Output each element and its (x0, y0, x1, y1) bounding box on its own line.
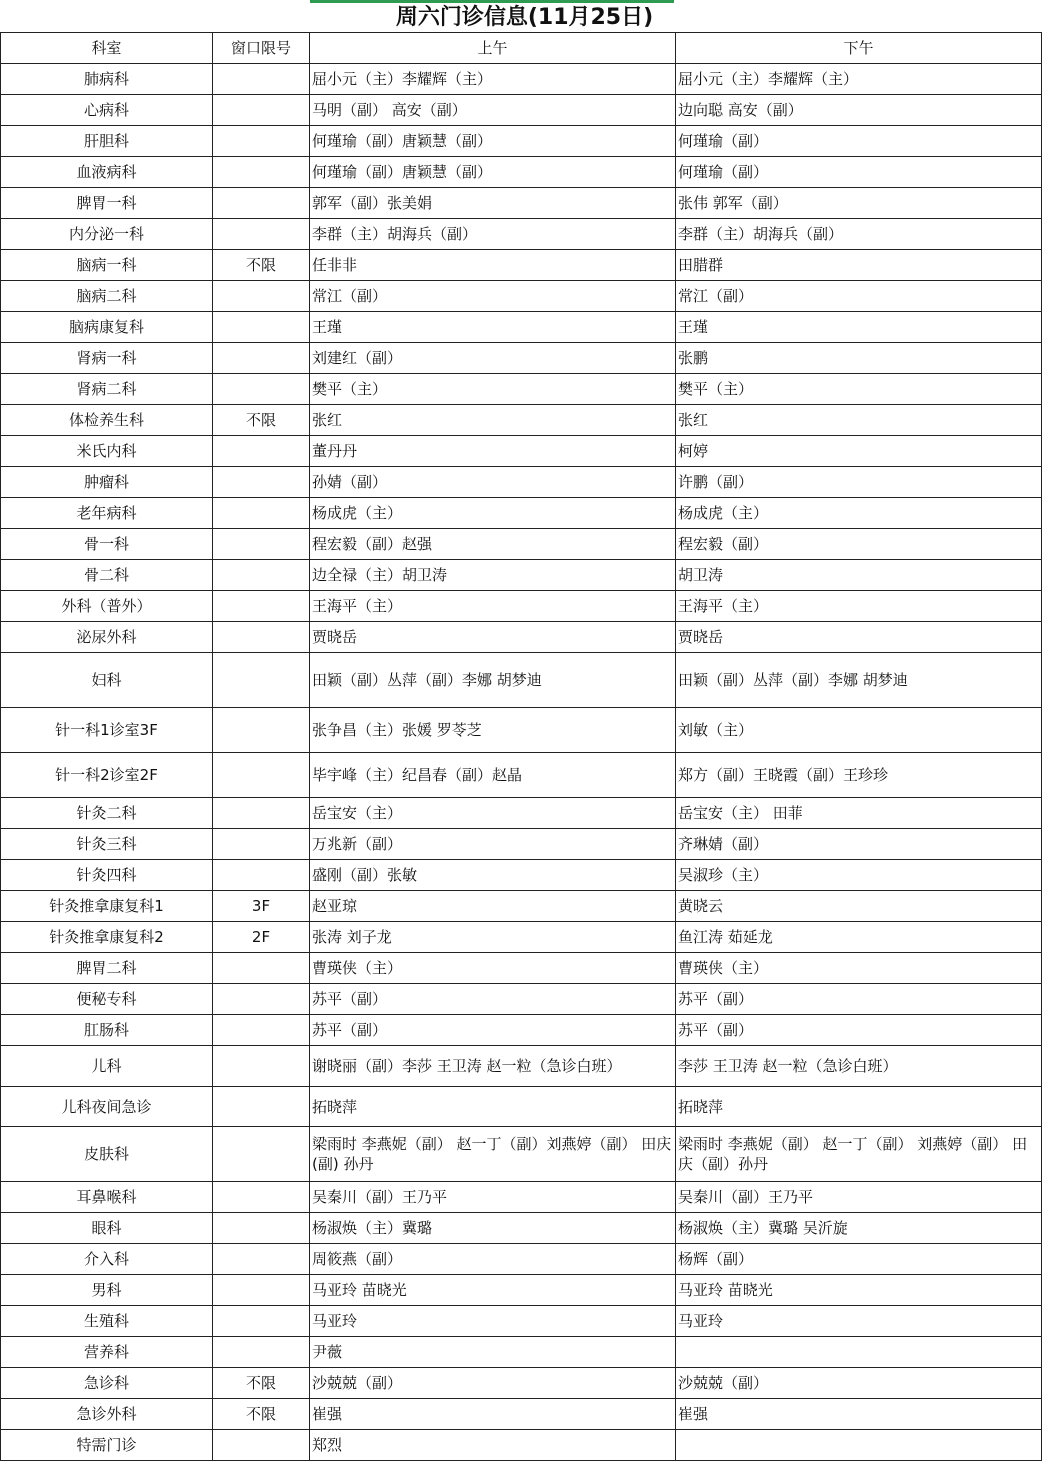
morning-cell: 何瑾瑜（副）唐颖慧（副） (310, 157, 676, 188)
table-row (1, 467, 1042, 498)
morning-cell: 任非非 (310, 250, 676, 281)
table-row (1, 1087, 1042, 1127)
window-limit-cell (213, 467, 310, 498)
morning-cell: 崔强 (310, 1399, 676, 1430)
department-cell: 肾病一科 (1, 343, 213, 374)
header-department: 科室 (1, 33, 213, 64)
afternoon-cell: 郑方（副）王晓霞（副）王珍珍 (676, 753, 1042, 798)
table-row (1, 1127, 1042, 1182)
afternoon-cell: 崔强 (676, 1399, 1042, 1430)
department-cell: 男科 (1, 1275, 213, 1306)
department-cell: 泌尿外科 (1, 622, 213, 653)
afternoon-cell: 岳宝安（主） 田菲 (676, 798, 1042, 829)
table-row (1, 1015, 1042, 1046)
window-limit-cell (213, 529, 310, 560)
window-limit-cell (213, 126, 310, 157)
morning-cell: 孙婧（副） (310, 467, 676, 498)
table-row (1, 95, 1042, 126)
morning-cell: 贾晓岳 (310, 622, 676, 653)
morning-cell: 董丹丹 (310, 436, 676, 467)
table-row (1, 860, 1042, 891)
window-limit-cell (213, 653, 310, 708)
table-row (1, 219, 1042, 250)
afternoon-cell: 吴秦川（副）王乃平 (676, 1182, 1042, 1213)
department-cell: 眼科 (1, 1213, 213, 1244)
header-window-limit: 窗口限号 (213, 33, 310, 64)
department-cell: 脑病康复科 (1, 312, 213, 343)
window-limit-cell (213, 1275, 310, 1306)
window-limit-cell (213, 560, 310, 591)
afternoon-cell: 许鹏（副） (676, 467, 1042, 498)
morning-cell: 张争昌（主）张媛 罗苓芝 (310, 708, 676, 753)
department-cell: 针灸推拿康复科1 (1, 891, 213, 922)
morning-cell: 沙兢兢（副） (310, 1368, 676, 1399)
table-row (1, 312, 1042, 343)
window-limit-cell (213, 953, 310, 984)
table-row (1, 1275, 1042, 1306)
afternoon-cell: 常江（副） (676, 281, 1042, 312)
afternoon-cell: 胡卫涛 (676, 560, 1042, 591)
afternoon-cell: 田腊群 (676, 250, 1042, 281)
table-row (1, 157, 1042, 188)
table-row (1, 560, 1042, 591)
morning-cell: 何瑾瑜（副）唐颖慧（副） (310, 126, 676, 157)
table-row (1, 753, 1042, 798)
afternoon-cell: 李莎 王卫涛 赵一粒（急诊白班） (676, 1046, 1042, 1087)
window-limit-cell (213, 64, 310, 95)
window-limit-cell (213, 860, 310, 891)
window-limit-cell (213, 1213, 310, 1244)
afternoon-cell: 王海平（主） (676, 591, 1042, 622)
afternoon-cell: 鱼江涛 茹延龙 (676, 922, 1042, 953)
table-row (1, 798, 1042, 829)
afternoon-cell: 柯婷 (676, 436, 1042, 467)
window-limit-cell (213, 829, 310, 860)
afternoon-cell (676, 1337, 1042, 1368)
morning-cell: 马明（副） 高安（副） (310, 95, 676, 126)
department-cell: 儿科 (1, 1046, 213, 1087)
schedule-rows (1, 64, 1042, 1461)
morning-cell: 盛刚（副）张敏 (310, 860, 676, 891)
department-cell: 肾病二科 (1, 374, 213, 405)
window-limit-cell: 不限 (213, 405, 310, 436)
table-row (1, 64, 1042, 95)
department-cell: 血液病科 (1, 157, 213, 188)
clinic-schedule-table (0, 32, 1042, 1461)
window-limit-cell: 2F (213, 922, 310, 953)
afternoon-cell: 贾晓岳 (676, 622, 1042, 653)
window-limit-cell (213, 798, 310, 829)
morning-cell: 程宏毅（副）赵强 (310, 529, 676, 560)
table-row (1, 343, 1042, 374)
window-limit-cell: 不限 (213, 1368, 310, 1399)
table-row (1, 436, 1042, 467)
afternoon-cell: 张红 (676, 405, 1042, 436)
morning-cell: 李群（主）胡海兵（副） (310, 219, 676, 250)
window-limit-cell (213, 281, 310, 312)
table-row (1, 953, 1042, 984)
afternoon-cell: 何瑾瑜（副） (676, 157, 1042, 188)
window-limit-cell (213, 188, 310, 219)
department-cell: 米氏内科 (1, 436, 213, 467)
morning-cell: 郭军（副）张美娟 (310, 188, 676, 219)
morning-cell: 郑烈 (310, 1430, 676, 1461)
table-row (1, 498, 1042, 529)
department-cell: 针一科1诊室3F (1, 708, 213, 753)
window-limit-cell (213, 1015, 310, 1046)
window-limit-cell (213, 157, 310, 188)
department-cell: 生殖科 (1, 1306, 213, 1337)
table-row (1, 374, 1042, 405)
morning-cell: 杨淑焕（主）冀璐 (310, 1213, 676, 1244)
morning-cell: 屈小元（主）李耀辉（主） (310, 64, 676, 95)
department-cell: 针灸二科 (1, 798, 213, 829)
department-cell: 肿瘤科 (1, 467, 213, 498)
department-cell: 针灸三科 (1, 829, 213, 860)
afternoon-cell: 马亚玲 苗晓光 (676, 1275, 1042, 1306)
table-row (1, 984, 1042, 1015)
afternoon-cell: 马亚玲 (676, 1306, 1042, 1337)
afternoon-cell: 吴淑珍（主） (676, 860, 1042, 891)
afternoon-cell: 屈小元（主）李耀辉（主） (676, 64, 1042, 95)
table-row (1, 1430, 1042, 1461)
window-limit-cell (213, 622, 310, 653)
afternoon-cell: 苏平（副） (676, 984, 1042, 1015)
table-row (1, 653, 1042, 708)
department-cell: 内分泌一科 (1, 219, 213, 250)
afternoon-cell: 张鹏 (676, 343, 1042, 374)
table-row (1, 708, 1042, 753)
morning-cell: 谢晓丽（副）李莎 王卫涛 赵一粒（急诊白班） (310, 1046, 676, 1087)
afternoon-cell: 李群（主）胡海兵（副） (676, 219, 1042, 250)
window-limit-cell (213, 984, 310, 1015)
department-cell: 肝胆科 (1, 126, 213, 157)
department-cell: 皮肤科 (1, 1127, 213, 1182)
morning-cell: 赵亚琼 (310, 891, 676, 922)
department-cell: 肺病科 (1, 64, 213, 95)
table-row (1, 250, 1042, 281)
morning-cell: 张涛 刘子龙 (310, 922, 676, 953)
page-title: 周六门诊信息(11月25日) (395, 5, 654, 30)
department-cell: 老年病科 (1, 498, 213, 529)
morning-cell: 曹瑛侠（主） (310, 953, 676, 984)
table-row (1, 1399, 1042, 1430)
department-cell: 脾胃一科 (1, 188, 213, 219)
afternoon-cell: 刘敏（主） (676, 708, 1042, 753)
department-cell: 急诊科 (1, 1368, 213, 1399)
morning-cell: 万兆新（副） (310, 829, 676, 860)
afternoon-cell: 杨辉（副） (676, 1244, 1042, 1275)
department-cell: 骨一科 (1, 529, 213, 560)
morning-cell: 刘建红（副） (310, 343, 676, 374)
header-row (1, 33, 1042, 64)
department-cell: 脑病二科 (1, 281, 213, 312)
department-cell: 营养科 (1, 1337, 213, 1368)
afternoon-cell: 沙兢兢（副） (676, 1368, 1042, 1399)
window-limit-cell: 不限 (213, 1399, 310, 1430)
window-limit-cell (213, 312, 310, 343)
window-limit-cell (213, 343, 310, 374)
window-limit-cell (213, 436, 310, 467)
window-limit-cell (213, 708, 310, 753)
department-cell: 妇科 (1, 653, 213, 708)
table-row (1, 829, 1042, 860)
morning-cell: 苏平（副） (310, 984, 676, 1015)
afternoon-cell: 曹瑛侠（主） (676, 953, 1042, 984)
window-limit-cell (213, 1182, 310, 1213)
afternoon-cell: 程宏毅（副） (676, 529, 1042, 560)
window-limit-cell (213, 95, 310, 126)
department-cell: 儿科夜间急诊 (1, 1087, 213, 1127)
table-row (1, 891, 1042, 922)
department-cell: 针一科2诊室2F (1, 753, 213, 798)
morning-cell: 王海平（主） (310, 591, 676, 622)
morning-cell: 常江（副） (310, 281, 676, 312)
morning-cell: 毕宇峰（主）纪昌春（副）赵晶 (310, 753, 676, 798)
afternoon-cell: 樊平（主） (676, 374, 1042, 405)
morning-cell: 苏平（副） (310, 1015, 676, 1046)
department-cell: 体检养生科 (1, 405, 213, 436)
window-limit-cell (213, 219, 310, 250)
window-limit-cell (213, 753, 310, 798)
afternoon-cell: 杨成虎（主） (676, 498, 1042, 529)
department-cell: 脑病一科 (1, 250, 213, 281)
morning-cell: 岳宝安（主） (310, 798, 676, 829)
department-cell: 肛肠科 (1, 1015, 213, 1046)
afternoon-cell: 苏平（副） (676, 1015, 1042, 1046)
table-row (1, 281, 1042, 312)
afternoon-cell: 拓晓萍 (676, 1087, 1042, 1127)
header-afternoon: 下午 (676, 33, 1042, 64)
table-row (1, 1337, 1042, 1368)
department-cell: 耳鼻喉科 (1, 1182, 213, 1213)
window-limit-cell: 3F (213, 891, 310, 922)
morning-cell: 马亚玲 苗晓光 (310, 1275, 676, 1306)
table-row (1, 405, 1042, 436)
window-limit-cell (213, 591, 310, 622)
header-morning: 上午 (310, 33, 676, 64)
morning-cell: 边全禄（主）胡卫涛 (310, 560, 676, 591)
afternoon-cell: 梁雨时 李燕妮（副） 赵一丁（副） 刘燕婷（副） 田庆（副）孙丹 (676, 1127, 1042, 1182)
afternoon-cell (676, 1430, 1042, 1461)
window-limit-cell (213, 374, 310, 405)
afternoon-cell: 王瑾 (676, 312, 1042, 343)
afternoon-cell: 杨淑焕（主）冀璐 吴沂旋 (676, 1213, 1042, 1244)
department-cell: 急诊外科 (1, 1399, 213, 1430)
table-row (1, 188, 1042, 219)
table-row (1, 529, 1042, 560)
morning-cell: 张红 (310, 405, 676, 436)
table-row (1, 126, 1042, 157)
morning-cell: 尹薇 (310, 1337, 676, 1368)
department-cell: 针灸推拿康复科2 (1, 922, 213, 953)
table-row (1, 1213, 1042, 1244)
afternoon-cell: 张伟 郭军（副） (676, 188, 1042, 219)
window-limit-cell (213, 1127, 310, 1182)
afternoon-cell: 何瑾瑜（副） (676, 126, 1042, 157)
morning-cell: 樊平（主） (310, 374, 676, 405)
morning-cell: 杨成虎（主） (310, 498, 676, 529)
afternoon-cell: 黄晓云 (676, 891, 1042, 922)
morning-cell: 田颖（副）丛萍（副）李娜 胡梦迪 (310, 653, 676, 708)
morning-cell: 拓晓萍 (310, 1087, 676, 1127)
morning-cell: 马亚玲 (310, 1306, 676, 1337)
department-cell: 特需门诊 (1, 1430, 213, 1461)
department-cell: 介入科 (1, 1244, 213, 1275)
window-limit-cell (213, 1306, 310, 1337)
afternoon-cell: 齐琳婧（副） (676, 829, 1042, 860)
table-row (1, 1244, 1042, 1275)
department-cell: 脾胃二科 (1, 953, 213, 984)
department-cell: 骨二科 (1, 560, 213, 591)
window-limit-cell (213, 1046, 310, 1087)
window-limit-cell (213, 1244, 310, 1275)
department-cell: 心病科 (1, 95, 213, 126)
afternoon-cell: 边向聪 高安（副） (676, 95, 1042, 126)
window-limit-cell (213, 1430, 310, 1461)
table-row (1, 591, 1042, 622)
morning-cell: 梁雨时 李燕妮（副） 赵一丁（副）刘燕婷（副） 田庆(副) 孙丹 (310, 1127, 676, 1182)
window-limit-cell: 不限 (213, 250, 310, 281)
morning-cell: 王瑾 (310, 312, 676, 343)
morning-cell: 吴秦川（副）王乃平 (310, 1182, 676, 1213)
table-row (1, 622, 1042, 653)
window-limit-cell (213, 498, 310, 529)
window-limit-cell (213, 1087, 310, 1127)
afternoon-cell: 田颖（副）丛萍（副）李娜 胡梦迪 (676, 653, 1042, 708)
table-row (1, 922, 1042, 953)
table-row (1, 1306, 1042, 1337)
table-row (1, 1046, 1042, 1087)
table-row (1, 1182, 1042, 1213)
department-cell: 外科（普外） (1, 591, 213, 622)
morning-cell: 周筱燕（副） (310, 1244, 676, 1275)
department-cell: 便秘专科 (1, 984, 213, 1015)
table-row (1, 1368, 1042, 1399)
department-cell: 针灸四科 (1, 860, 213, 891)
window-limit-cell (213, 1337, 310, 1368)
